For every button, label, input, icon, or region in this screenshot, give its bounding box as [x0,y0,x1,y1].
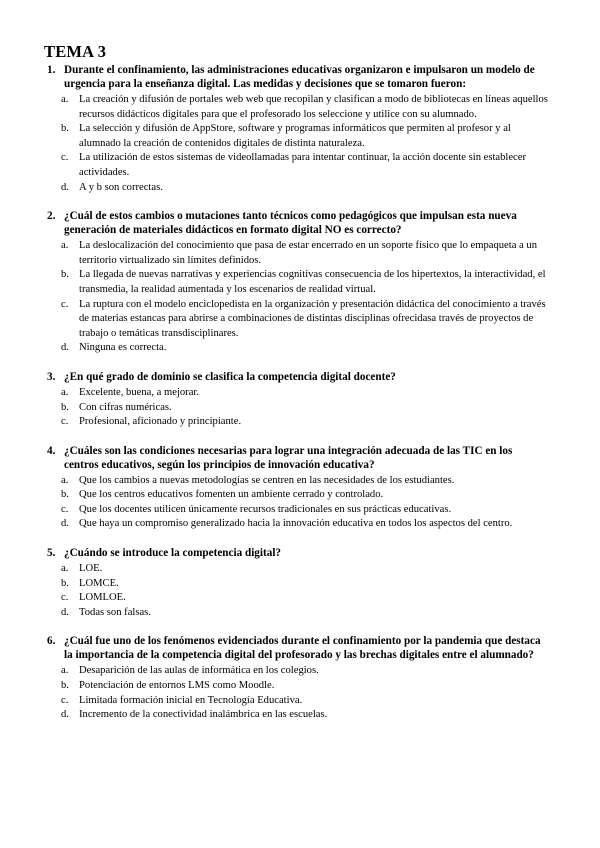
answer-option [0,386,600,401]
answer-option [0,562,600,577]
option-list [0,664,600,722]
page-title: TEMA 3 [44,42,107,61]
question-2 [0,209,600,356]
option-text: Que los centros educativos fomenten un ambiente cerrado y controlado. [79,489,384,501]
option-letter: b. [61,680,69,692]
option-list [0,386,600,430]
option-letter: c. [61,416,69,428]
question-heading [0,634,600,662]
option-text: Potenciación de entornos LMS como Moodle. [79,680,275,692]
answer-option [0,239,600,268]
answer-option [0,401,600,416]
option-text: La utilización de estos sistemas de videollamadas para intentar continuar, la acción docente sin establecer actividades. [79,152,526,178]
question-heading [0,63,600,91]
question-heading [0,546,600,560]
answer-option [0,606,600,621]
question-number: 4. [47,444,56,457]
question-text: ¿Cuándo se introduce la competencia digital? [64,547,282,560]
answer-option [0,268,600,297]
option-text: Profesional, aficionado y principiante. [79,416,242,428]
option-text: La selección y difusión de AppStore, software y programas informáticos que permiten al profesor y al alumnado la creación de contenidos digitales de distinta naturaleza. [79,123,511,149]
question-5 [0,546,600,620]
option-text: Incremento de la conectividad inalámbrica en las escuelas. [79,709,328,721]
option-text: La creación y difusión de portales web web que recopilan y clasifican a modo de bibliotecas en líneas aquellos recursos didácticos digitales para que el profesorado los seleccione y utilice con su alumnado. [79,94,548,120]
option-letter: a. [61,94,69,105]
option-text: Ninguna es correcta. [79,342,167,354]
option-text: Limitada formación inicial en Tecnología Educativa. [79,694,303,706]
question-number: 2. [47,210,56,223]
option-letter: d. [61,606,69,618]
option-text: LOMLOE. [79,592,126,604]
question-heading [0,209,600,237]
option-letter: c. [61,298,69,310]
question-number: 6. [47,635,56,648]
question-list [0,63,600,737]
question-number: 3. [47,370,56,383]
question-text: ¿Cuál de estos cambios o mutaciones tanto técnicos como pedagógicos que impulsan esta nueva generación de materiales didácticos en formato digital NO es correcto? [64,210,517,237]
option-text: La deslocalización del conocimiento que pasa de estar encerrado en un soporte físico que lo empaqueta a un territorio virtualizado sin límites definidos. [79,240,537,266]
option-text: A y b son correctas. [79,181,163,193]
answer-option [0,679,600,694]
answer-option [0,341,600,356]
option-text: Con cifras numéricas. [79,401,172,413]
option-letter: b. [61,489,69,501]
option-text: Que los cambios a nuevas metodologías se centren en las necesidades de los estudiantes. [79,474,455,486]
option-letter: b. [61,123,69,135]
option-list [0,474,600,532]
option-letter: c. [61,503,69,515]
question-text: ¿Cuáles son las condiciones necesarias para lograr una integración adecuada de las TIC en los centros educativos, según los principios de innovación educativa? [64,444,513,471]
option-text: Desaparición de las aulas de informática en los colegios. [79,665,319,677]
option-text: Que haya un compromiso generalizado hacia la innovación educativa en todos los aspectos del centro. [79,518,513,530]
answer-option [0,298,600,342]
question-text: ¿En qué grado de dominio se clasifica la competencia digital docente? [64,370,396,383]
answer-option [0,181,600,196]
question-number: 5. [47,547,56,560]
option-letter: b. [61,401,69,413]
option-letter: b. [61,577,69,589]
option-letter: a. [61,563,69,575]
option-list [0,93,600,195]
option-letter: a. [61,474,69,486]
answer-option [0,151,600,180]
question-text: Durante el confinamiento, las administraciones educativas organizaron e impulsaron un modelo de urgencia para la enseñanza digital. Las medidas y decisiones que se tomaron fueron: [64,64,535,90]
answer-option [0,664,600,679]
option-text: LOMCE. [79,577,119,589]
option-text: Excelente, buena, a mejorar. [79,386,200,398]
answer-option [0,488,600,503]
option-letter: a. [61,240,69,252]
option-letter: d. [61,342,69,354]
question-6 [0,634,600,722]
option-letter: c. [61,152,69,164]
option-letter: d. [61,709,69,721]
option-letter: c. [61,592,69,604]
answer-option [0,591,600,606]
question-1 [0,63,600,195]
option-letter: a. [61,386,69,398]
option-letter: a. [61,665,69,677]
option-list [0,239,600,356]
option-text: Que los docentes utilicen únicamente recursos tradicionales en sus prácticas educativas. [79,503,452,515]
question-text: ¿Cuál fue uno de los fenómenos evidenciados durante el confinamiento por la pandemia que destaca la importancia de la competencia digital del profesorado y las brechas digitales entre el alumnado? [64,635,541,662]
answer-option [0,577,600,592]
answer-option [0,694,600,709]
answer-option [0,474,600,489]
question-heading [0,444,600,472]
option-letter: d. [61,181,69,193]
option-letter: b. [61,269,69,281]
option-text: La ruptura con el modelo enciclopedista en la organización y presentación didáctica del conocimiento a través de materias estancas para abrirse a combinaciones de distintas disciplinas ofrecidasa través de proyectos de trabajo o temáticas transdisciplinares. [79,298,546,339]
option-text: La llegada de nuevas narrativas y experiencias cognitivas consecuencia de los hipertextos, la interactividad, el transmedia, la realidad aumentada y los escenarios de realidad virtual. [79,269,546,295]
option-list [0,562,600,620]
answer-option [0,93,600,122]
answer-option [0,503,600,518]
option-text: LOE. [79,563,103,575]
option-letter: d. [61,518,69,530]
answer-option [0,708,600,723]
question-3 [0,370,600,430]
question-heading [0,370,600,384]
option-text: Todas son falsas. [79,606,151,618]
answer-option [0,517,600,532]
option-letter: c. [61,694,69,706]
answer-option [0,122,600,151]
question-number: 1. [47,64,56,76]
answer-option [0,415,600,430]
question-4 [0,444,600,532]
